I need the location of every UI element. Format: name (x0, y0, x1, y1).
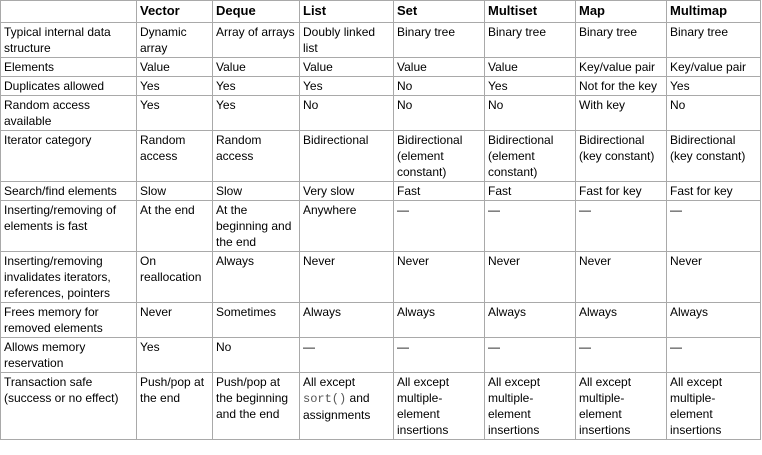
table-cell: Value (137, 58, 213, 77)
table-row (1, 131, 761, 182)
table-cell: Binary tree (667, 23, 761, 58)
table-cell: Fast (394, 182, 485, 201)
table-cell: Always (213, 252, 300, 303)
table-cell: Yes (485, 77, 576, 96)
table-cell: Slow (213, 182, 300, 201)
table-cell: With key (576, 96, 667, 131)
table-cell: Always (394, 303, 485, 338)
row-label: Iterator category (1, 131, 137, 182)
table-cell: Always (576, 303, 667, 338)
corner-header-cell (1, 1, 137, 23)
table-cell: No (213, 338, 300, 373)
table-cell: Yes (137, 338, 213, 373)
table-row (1, 303, 761, 338)
row-label: Inserting/removing invalidates iterators, references, pointers (1, 252, 137, 303)
table-cell: Very slow (300, 182, 394, 201)
table-body (1, 23, 761, 440)
table-cell: Always (485, 303, 576, 338)
code-snippet: sort() (303, 392, 347, 406)
column-header: List (300, 1, 394, 23)
table-cell: Value (394, 58, 485, 77)
table-cell: Yes (137, 96, 213, 131)
table-cell: Slow (137, 182, 213, 201)
table-cell: Value (300, 58, 394, 77)
table-row (1, 252, 761, 303)
table-cell: All except multiple-element insertions (394, 373, 485, 440)
table-cell: At the end (137, 201, 213, 252)
table-cell: Yes (667, 77, 761, 96)
table-row (1, 96, 761, 131)
table-cell: Yes (213, 77, 300, 96)
table-cell: Yes (300, 77, 394, 96)
table-cell: Bidirectional (300, 131, 394, 182)
table-cell: — (300, 338, 394, 373)
table-cell (300, 373, 394, 440)
table-cell: Value (485, 58, 576, 77)
table-cell: — (394, 201, 485, 252)
table-cell: Dynamic array (137, 23, 213, 58)
table-cell: All except multiple-element insertions (576, 373, 667, 440)
cell-text: All except (303, 375, 356, 389)
table-cell: Never (667, 252, 761, 303)
table-cell: Binary tree (394, 23, 485, 58)
row-label: Allows memory reservation (1, 338, 137, 373)
table-cell: Sometimes (213, 303, 300, 338)
row-label: Duplicates allowed (1, 77, 137, 96)
table-row (1, 201, 761, 252)
table-row (1, 373, 761, 440)
table-cell: Always (667, 303, 761, 338)
table-cell: Binary tree (576, 23, 667, 58)
table-cell: Array of arrays (213, 23, 300, 58)
table-cell: All except multiple-element insertions (485, 373, 576, 440)
table-cell: — (576, 338, 667, 373)
table-cell: Key/value pair (576, 58, 667, 77)
row-label: Inserting/removing of elements is fast (1, 201, 137, 252)
column-header: Deque (213, 1, 300, 23)
table-cell: Fast for key (576, 182, 667, 201)
table-cell: — (667, 338, 761, 373)
table-cell: Never (300, 252, 394, 303)
table-cell: Bidirectional (element constant) (394, 131, 485, 182)
table-cell: Key/value pair (667, 58, 761, 77)
column-header: Set (394, 1, 485, 23)
table-cell: Not for the key (576, 77, 667, 96)
column-header: Multiset (485, 1, 576, 23)
table-row (1, 23, 761, 58)
table-row (1, 58, 761, 77)
table-cell: — (576, 201, 667, 252)
table-cell: — (485, 201, 576, 252)
table-cell: No (300, 96, 394, 131)
table-cell: Bidirectional (element constant) (485, 131, 576, 182)
table-cell: Push/pop at the end (137, 373, 213, 440)
table-cell: Doubly linked list (300, 23, 394, 58)
table-cell: Push/pop at the beginning and the end (213, 373, 300, 440)
table-cell: No (667, 96, 761, 131)
table-cell: Random access (137, 131, 213, 182)
table-cell: — (667, 201, 761, 252)
column-header: Map (576, 1, 667, 23)
table-row (1, 182, 761, 201)
row-label: Transaction safe (success or no effect) (1, 373, 137, 440)
column-header: Vector (137, 1, 213, 23)
table-row (1, 77, 761, 96)
table-cell: — (485, 338, 576, 373)
table-row (1, 338, 761, 373)
cell-text: and assignments (303, 391, 371, 422)
table-cell: Always (300, 303, 394, 338)
row-label: Random access available (1, 96, 137, 131)
table-cell: Yes (137, 77, 213, 96)
table-cell: No (394, 96, 485, 131)
table-cell: Yes (213, 96, 300, 131)
table-cell: Binary tree (485, 23, 576, 58)
table-cell: No (485, 96, 576, 131)
header-row (1, 1, 761, 23)
row-label: Elements (1, 58, 137, 77)
column-header: Multimap (667, 1, 761, 23)
row-label: Search/find elements (1, 182, 137, 201)
table-cell: Fast for key (667, 182, 761, 201)
table-cell: Never (137, 303, 213, 338)
row-label: Frees memory for removed elements (1, 303, 137, 338)
table-cell: Anywhere (300, 201, 394, 252)
table-cell: Never (394, 252, 485, 303)
table-cell: Never (576, 252, 667, 303)
table-cell: At the beginning and the end (213, 201, 300, 252)
row-label: Typical internal data structure (1, 23, 137, 58)
table-cell: Bidirectional (key constant) (667, 131, 761, 182)
table-cell: — (394, 338, 485, 373)
table-cell: On reallocation (137, 252, 213, 303)
table-cell: No (394, 77, 485, 96)
table-cell: All except multiple-element insertions (667, 373, 761, 440)
table-cell: Value (213, 58, 300, 77)
table-cell: Random access (213, 131, 300, 182)
table-cell: Never (485, 252, 576, 303)
table-cell: Fast (485, 182, 576, 201)
table-cell: Bidirectional (key constant) (576, 131, 667, 182)
